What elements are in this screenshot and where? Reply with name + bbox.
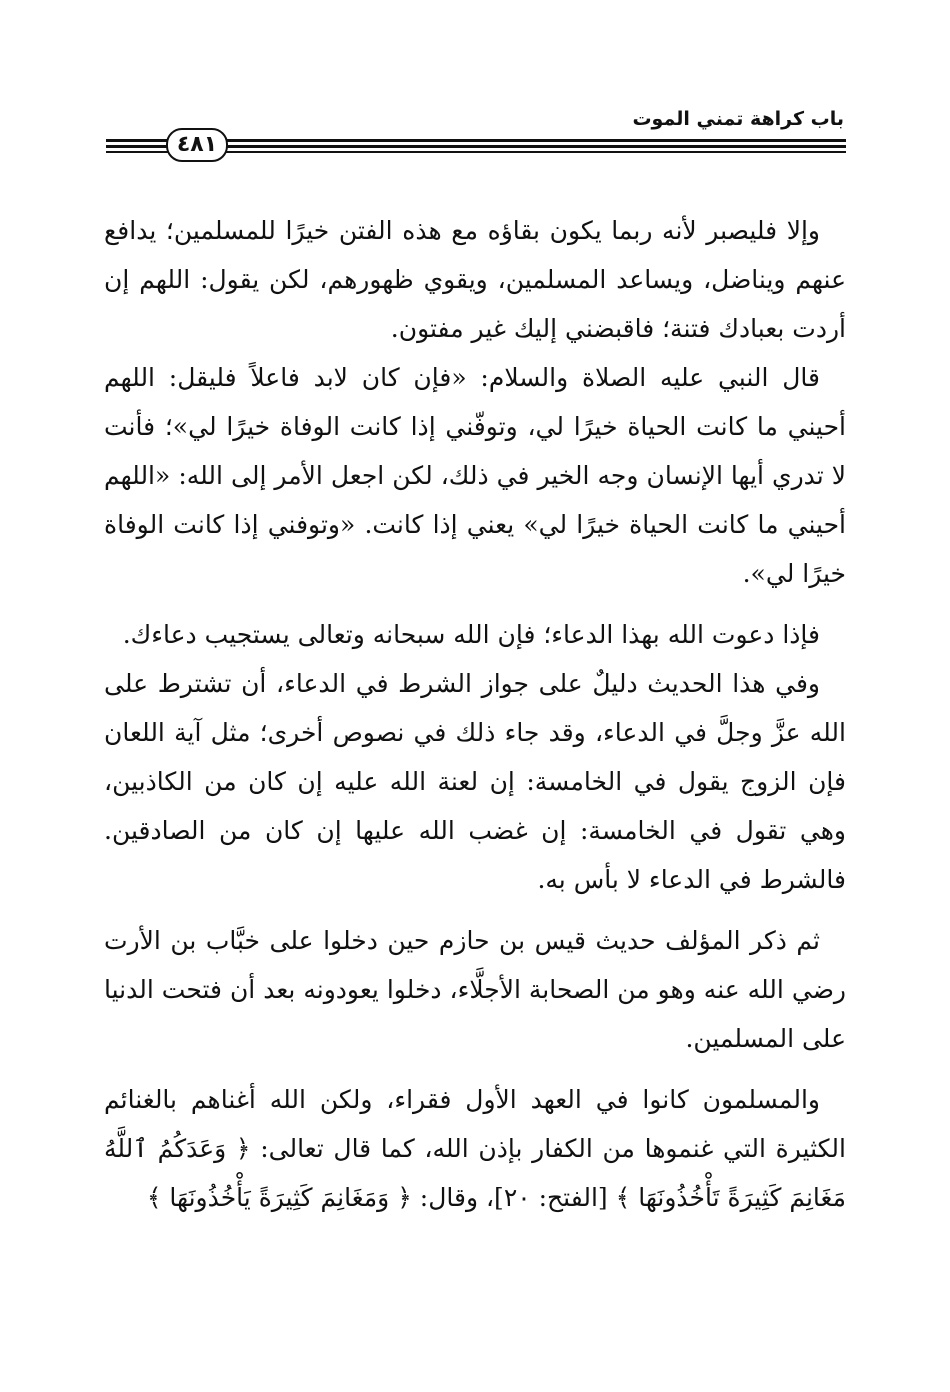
paragraph: فإذا دعوت الله بهذا الدعاء؛ فإن الله سبحانه وتعالى يستجيب دعاءك. (122, 620, 820, 649)
page-number: ٤٨١ (166, 128, 228, 162)
paragraph: قال النبي عليه الصلاة والسلام: «فإن كان لابد فاعلاً فليقل: اللهم أحيني ما كانت الحياة خيرًا لي، وتوفّني إذا كانت الوفاة خيرًا لي»؛ فأنت لا تدري أيها الإنسان وجه الخير في ذلك، لكن اجعل الأمر إلى الله: «اللهم أحيني ما كانت الحياة خيرًا لي» يعني إذا كانت. «وتوفني إذا كانت الوفاة خيرًا لي». (104, 363, 846, 588)
paragraph: والمسلمون كانوا في العهد الأول فقراء، ولكن الله أغناهم بالغنائم الكثيرة التي غنموها من الكفار بإذن الله، كما قال تعالى: ﴿ وَعَدَكُمُ ٱللَّهُ مَغَانِمَ كَثِيرَةً تَأْخُذُونَهَا ﴾ [الفتح: ٢٠]، وقال: ﴿ وَمَغَانِمَ كَثِيرَةً يَأْخُذُونَهَا ﴾ (104, 1085, 846, 1212)
paragraph: وإلا فليصبر لأنه ربما يكون بقاؤه مع هذه الفتن خيرًا للمسلمين؛ يدافع عنهم ويناضل، ويساعد المسلمين، ويقوي ظهورهم، لكن يقول: اللهم إن أردت بعبادك فتنة؛ فاقبضني إليك غير مفتون. (104, 216, 846, 343)
chapter-title: باب كراهة تمني الموت (632, 108, 844, 130)
paragraph: وفي هذا الحديث دليلٌ على جواز الشرط في الدعاء، أن تشترط على الله عزَّ وجلَّ في الدعاء، وقد جاء ذلك في نصوص أخرى؛ مثل آية اللعان فإن الزوج يقول في الخامسة: إن لعنة الله عليه إن كان من الكاذبين، وهي تقول في الخامسة: إن غضب الله عليها إن كان من الصادقين. فالشرط في الدعاء لا بأس به. (104, 669, 846, 894)
paragraph: ثم ذكر المؤلف حديث قيس بن حازم حين دخلوا على خبَّاب بن الأرت رضي الله عنه وهو من الصحابة الأجلَّاء، دخلوا يعودونه بعد أن فتحت الدنيا على المسلمين. (104, 926, 846, 1053)
page-body (104, 206, 846, 1222)
